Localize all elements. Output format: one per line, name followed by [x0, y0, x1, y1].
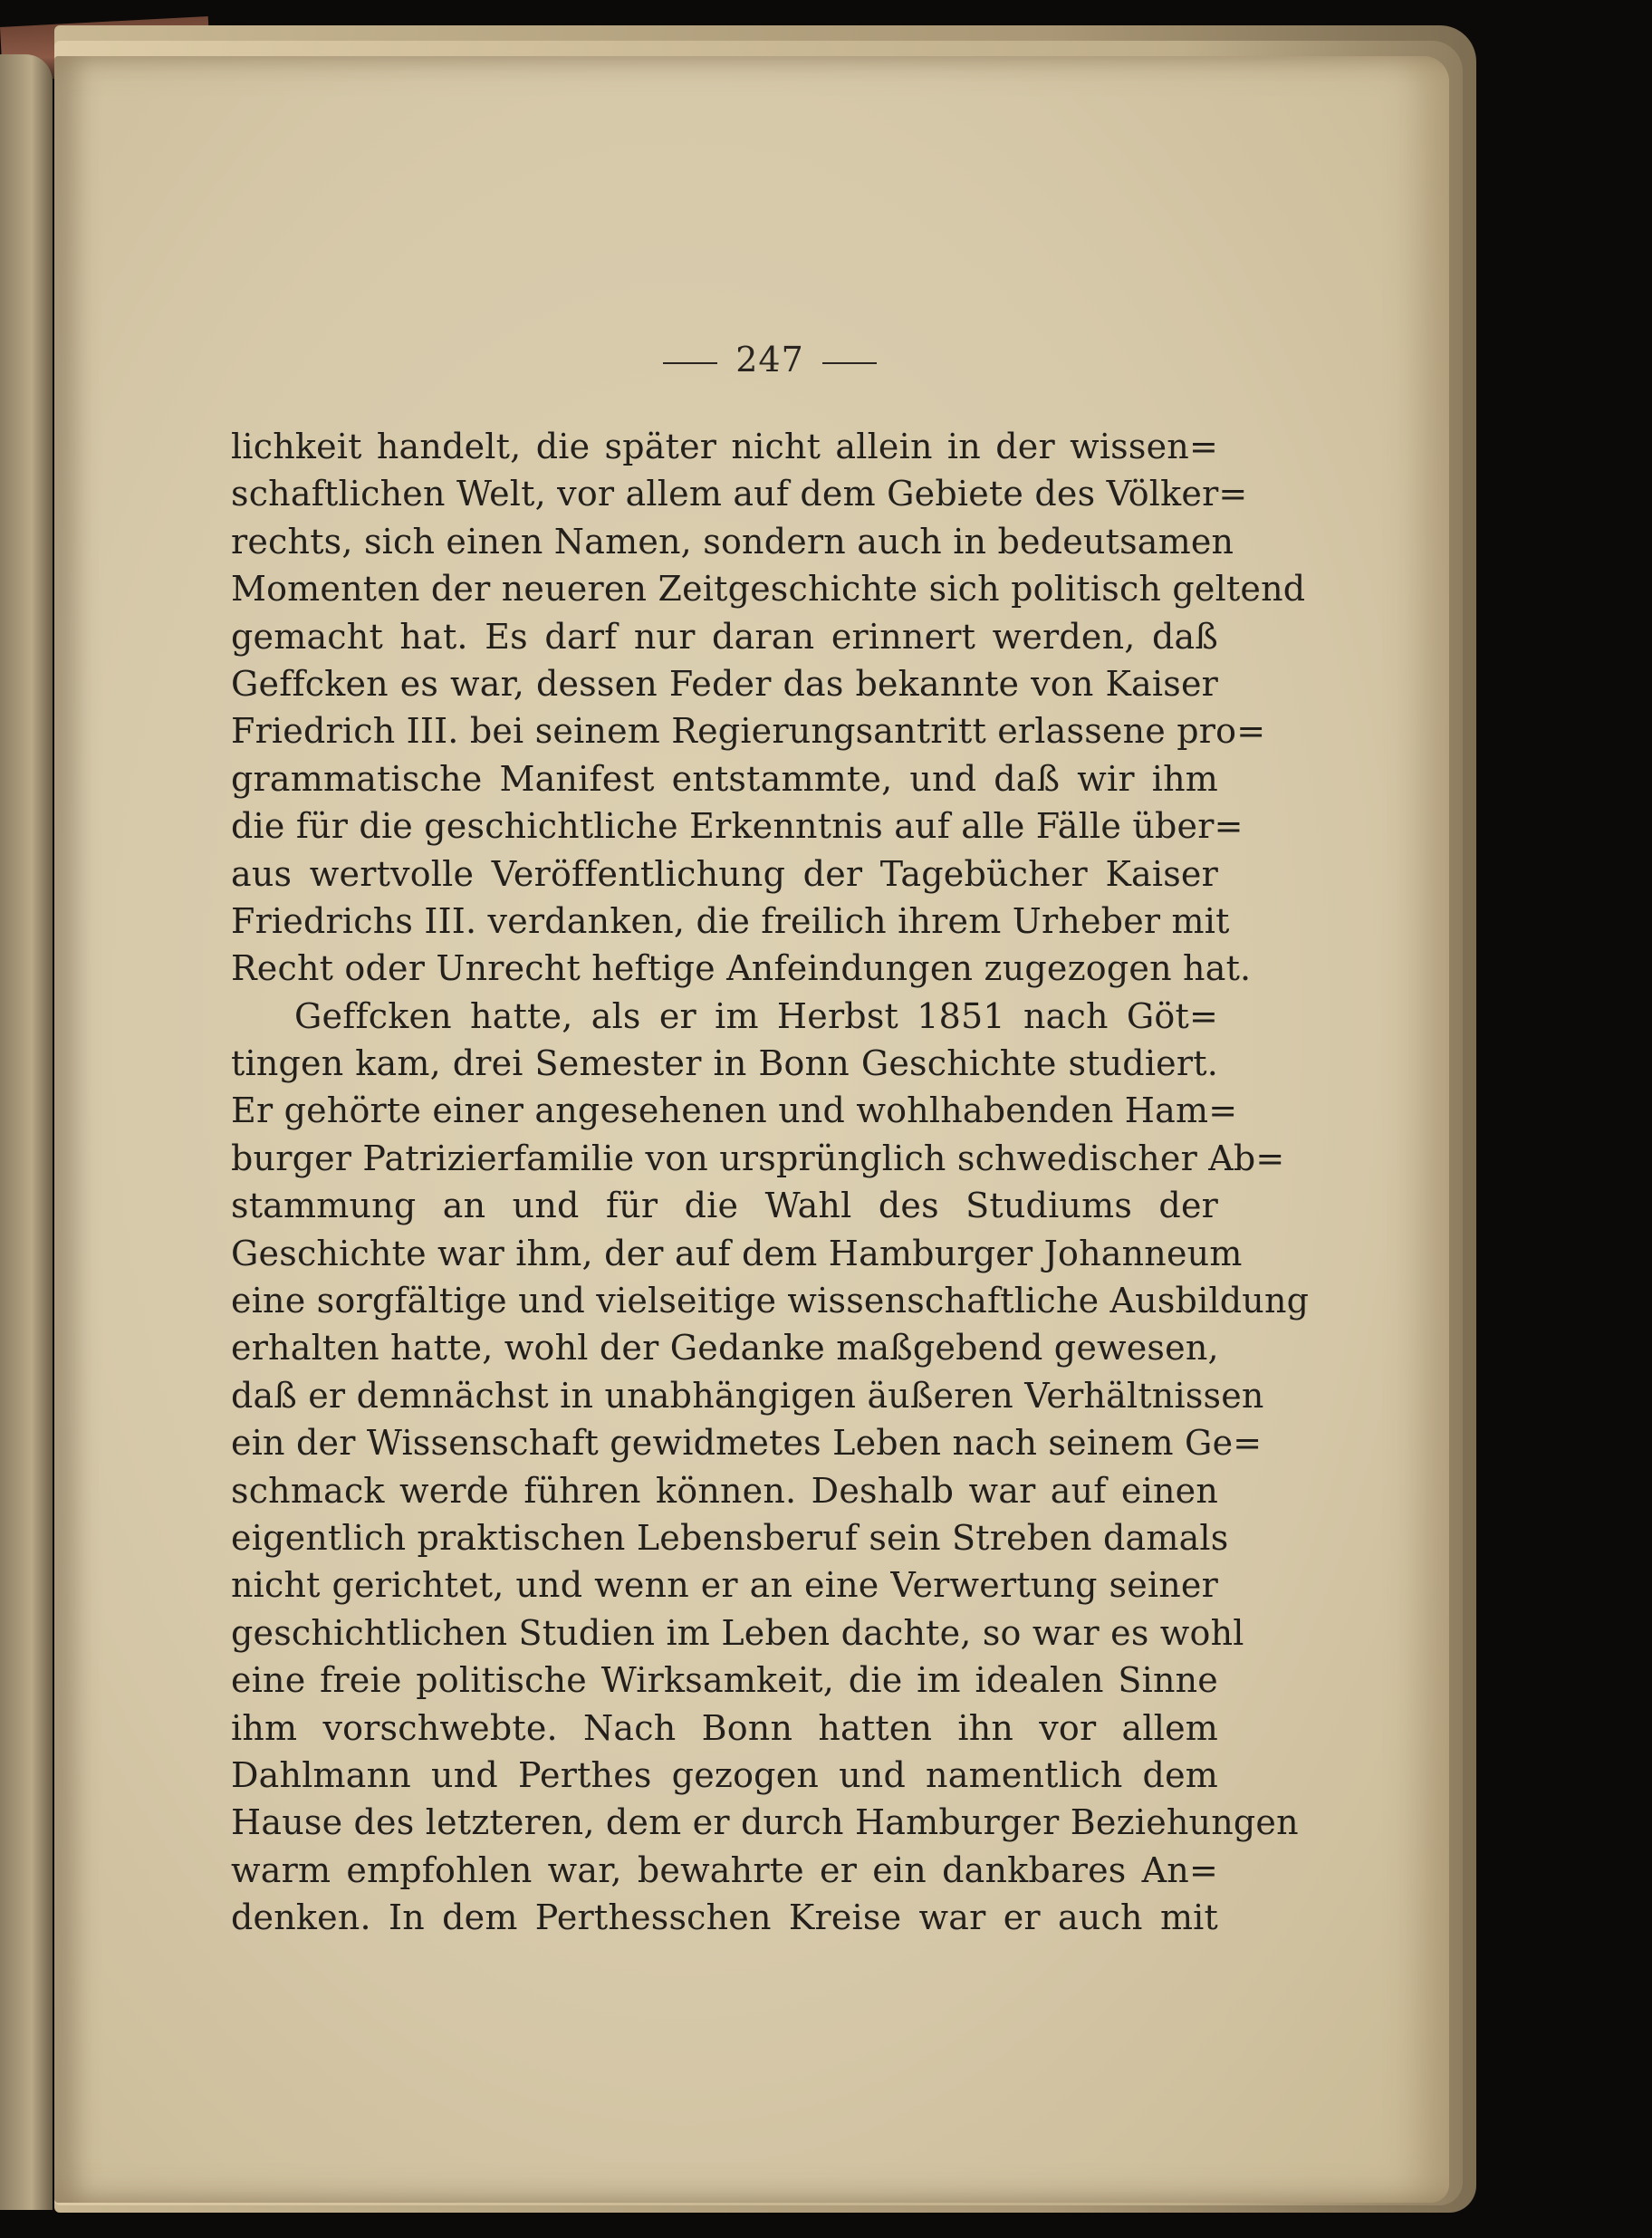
- text-line: eigentlich praktischen Lebensberuf sein Streben damals: [231, 1517, 1229, 1558]
- text-line: stammung an und für die Wahl des Studiums der: [231, 1186, 1218, 1226]
- text-line: lichkeit handelt, die später nicht allein in der wissen=: [231, 427, 1218, 466]
- text-line: Geschichte war ihm, der auf dem Hamburger Johanneum: [231, 1233, 1243, 1273]
- page-number-dash-right: [822, 362, 877, 364]
- text-line: die für die geschichtliche Erkenntnis auf alle Fälle über=: [231, 806, 1244, 847]
- text-line: geschichtlichen Studien im Leben dachte, so war es wohl: [231, 1612, 1244, 1653]
- text-line: ihm vorschwebte. Nach Bonn hatten ihn vor allem: [231, 1707, 1218, 1748]
- body-text: [231, 423, 1310, 1942]
- text-line: tingen kam, drei Semester in Bonn Geschichte studiert.: [231, 1043, 1218, 1084]
- text-line: Hause des letzteren, dem er durch Hamburger Beziehungen: [231, 1802, 1299, 1843]
- text-line: Er gehörte einer angesehenen und wohlhabenden Ham=: [231, 1090, 1238, 1131]
- text-line: burger Patrizierfamilie von ursprünglich schwedischer Ab=: [231, 1138, 1285, 1178]
- text-line: ein der Wissenschaft gewidmetes Leben nach seinem Ge=: [231, 1423, 1263, 1464]
- text-line: denken. In dem Perthesschen Kreise war er auch mit: [231, 1897, 1218, 1938]
- text-line: aus wertvolle Veröffentlichung der Tagebücher Kaiser: [231, 853, 1218, 894]
- page-number-header: [54, 340, 1449, 385]
- text-line: gemacht hat. Es darf nur daran erinnert werden, daß: [231, 616, 1218, 657]
- text-line: grammatische Manifest entstammte, und daß wir ihm: [231, 758, 1218, 799]
- text-line: schmack werde führen können. Deshalb war auf einen: [231, 1470, 1218, 1511]
- text-line: Momenten der neueren Zeitgeschichte sich politisch geltend: [231, 569, 1306, 610]
- text-line: Dahlmann und Perthes gezogen und namentlich dem: [231, 1754, 1218, 1795]
- page-number: 247: [735, 340, 804, 379]
- book-page: [54, 56, 1449, 2203]
- text-line: rechts, sich einen Namen, sondern auch in bedeutsamen: [231, 521, 1234, 562]
- text-line: Friedrichs III. verdanken, die freilich ihrem Urheber mit: [231, 900, 1230, 941]
- text-line: Geffcken hatte, als er im Herbst 1851 nach Göt=: [294, 995, 1218, 1036]
- text-line: erhalten hatte, wohl der Gedanke maßgebend gewesen,: [231, 1328, 1219, 1369]
- text-line: eine freie politische Wirksamkeit, die im idealen Sinne: [231, 1660, 1218, 1701]
- text-line: warm empfohlen war, bewahrte er ein dankbares An=: [231, 1849, 1218, 1890]
- text-line: Friedrich III. bei seinem Regierungsantritt erlassene pro=: [231, 711, 1266, 752]
- text-line: daß er demnächst in unabhängigen äußeren Verhältnissen: [231, 1375, 1264, 1416]
- text-line: Geffcken es war, dessen Feder das bekannte von Kaiser: [231, 663, 1218, 704]
- page-number-dash-left: [663, 362, 717, 364]
- text-line: schaftlichen Welt, vor allem auf dem Gebiete des Völker=: [231, 474, 1248, 514]
- text-line: eine sorgfältige und vielseitige wissenschaftliche Ausbildung: [231, 1281, 1310, 1321]
- text-line: nicht gerichtet, und wenn er an eine Verwertung seiner: [231, 1565, 1218, 1606]
- left-page-edge: [0, 54, 53, 2210]
- text-line: Recht oder Unrecht heftige Anfeindungen zugezogen hat.: [231, 948, 1252, 989]
